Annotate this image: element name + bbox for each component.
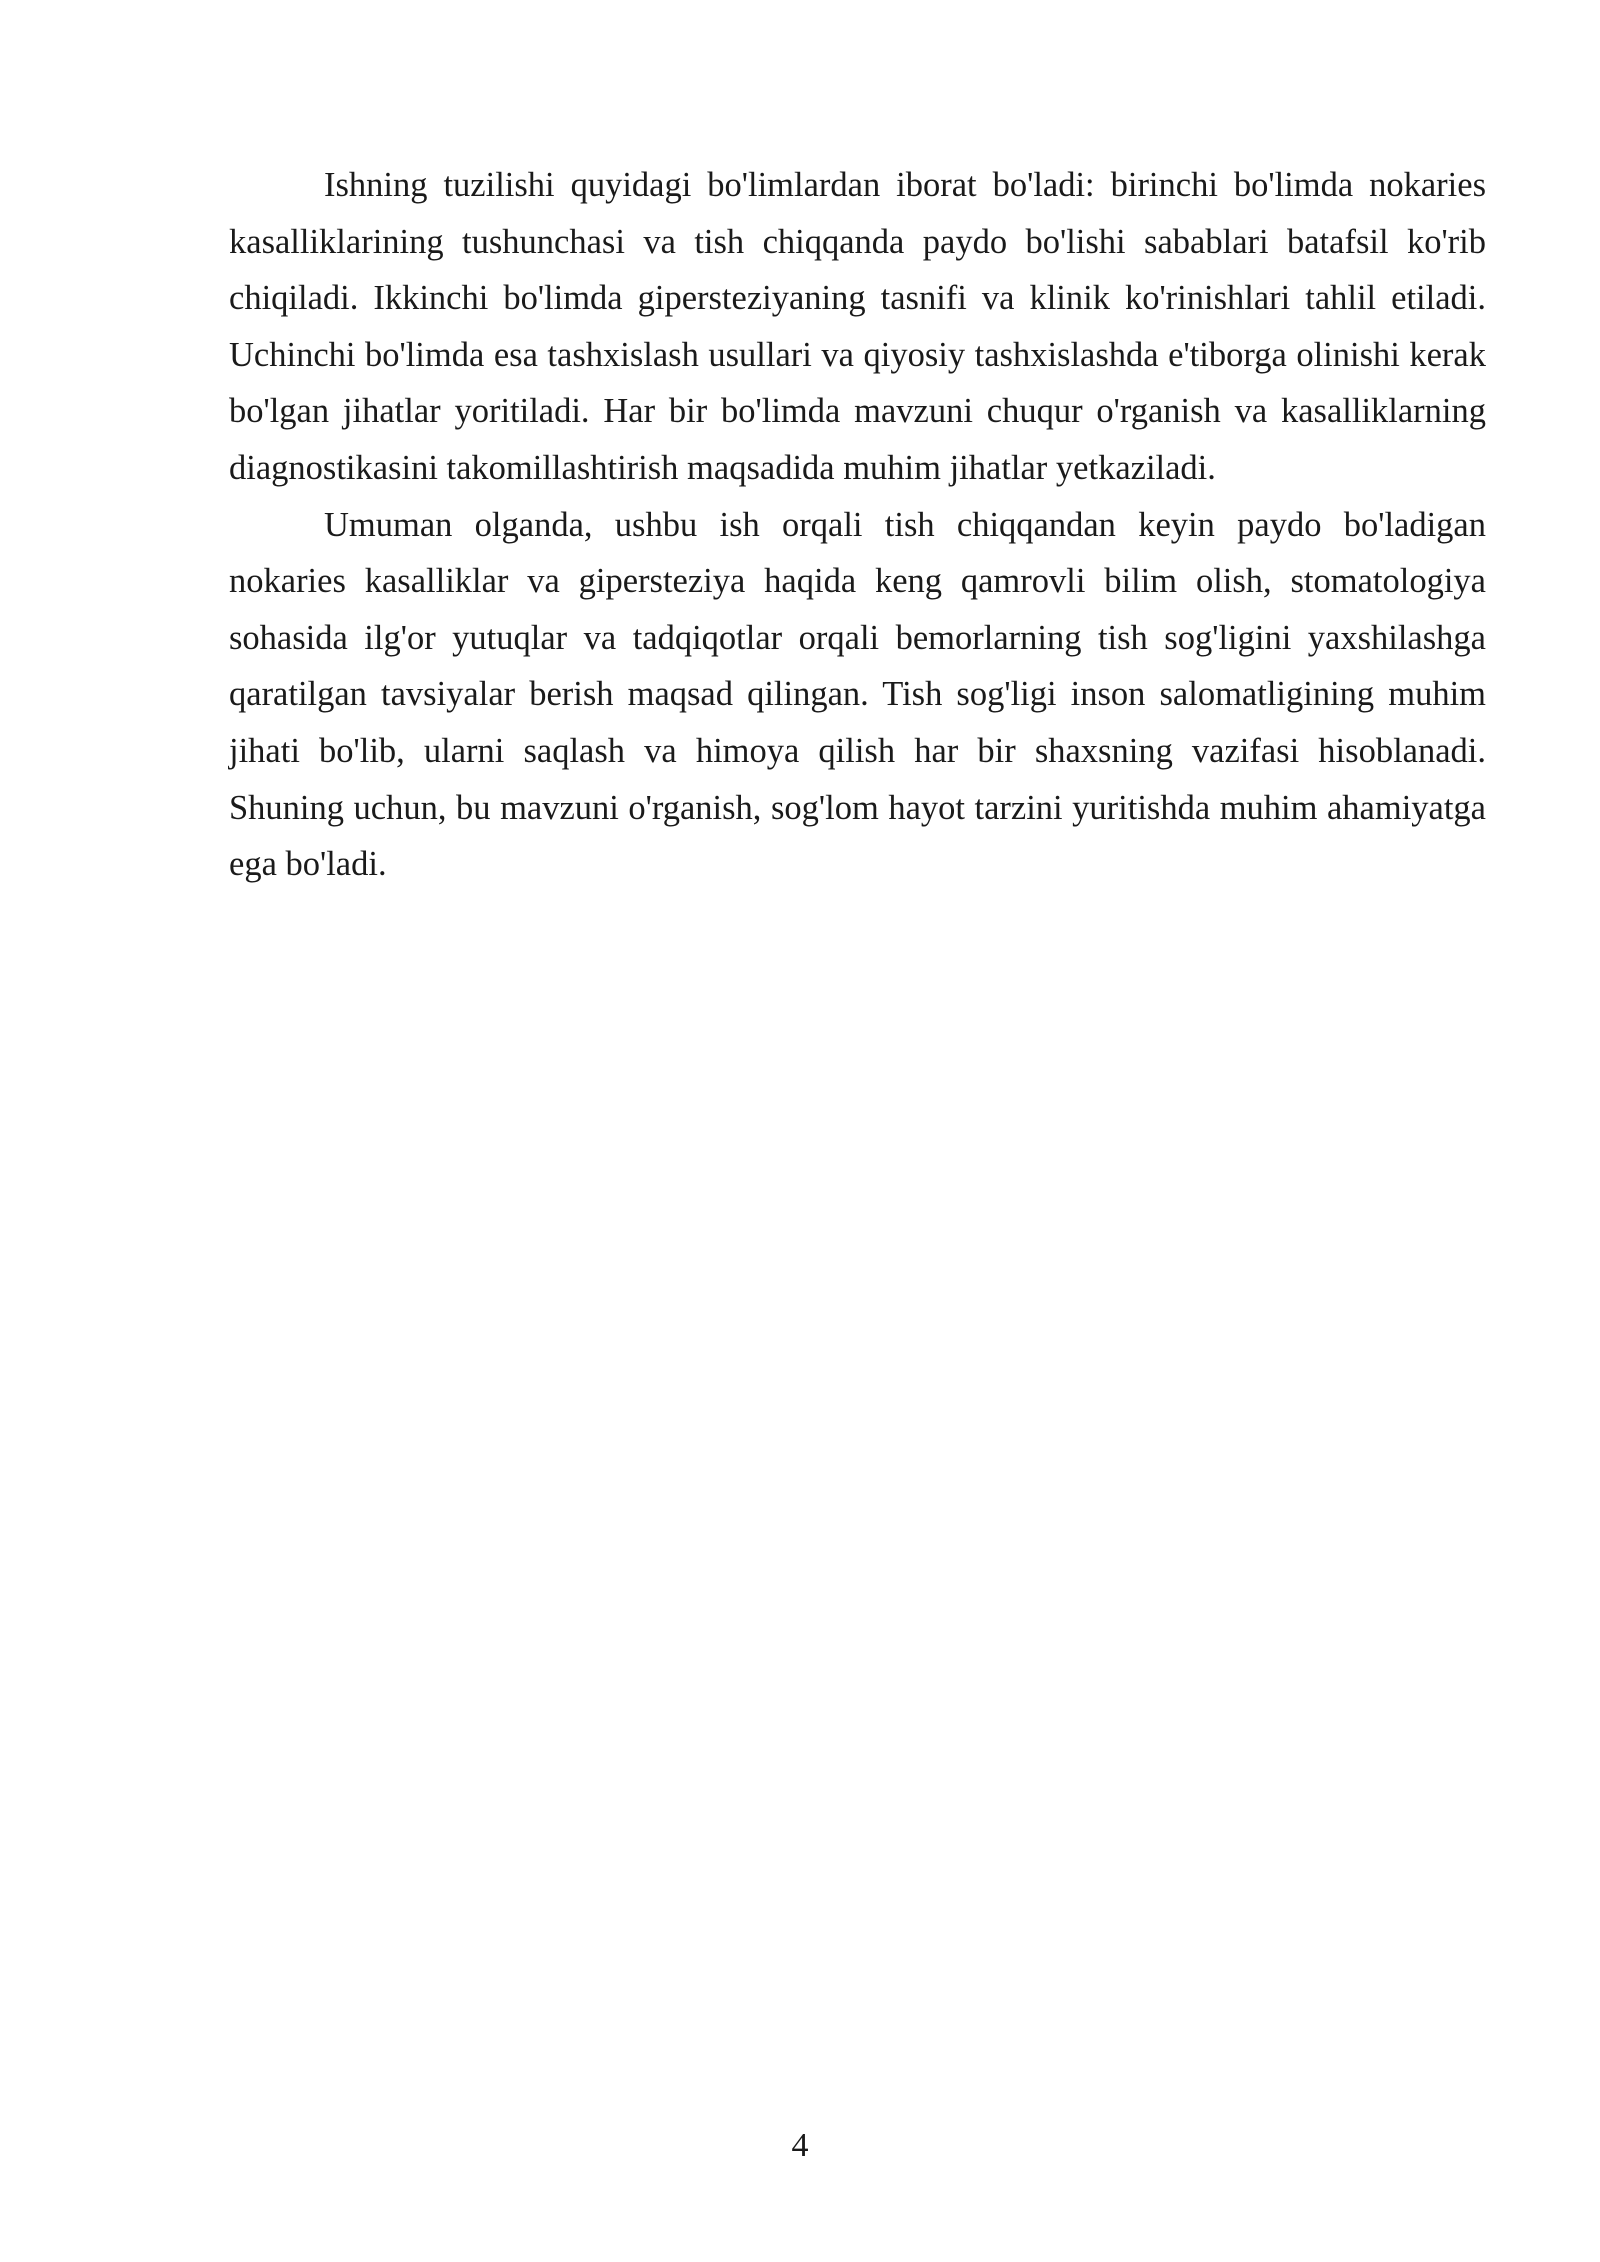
paragraph-structure: Ishning tuzilishi quyidagi bo'limlardan iborat bo'ladi: birinchi bo'limda nokaries kasalliklarining tushunchasi va tish chiqqanda paydo bo'lishi sabablari batafsil ko'rib chiqiladi. Ikkinchi bo'limda gipersteziyaning tasnifi va klinik ko'rinishlari tahlil etiladi. Uchinchi bo'limda esa tashxislash usullari va qiyosiy tashxislashda e'tiborga olinishi kerak bo'lgan jihatlar yoritiladi. Har bir bo'limda mavzuni chuqur o'rganish va kasalliklarning diagnostikasini takomillashtirish maqsadida muhim jihatlar yetkaziladi. xyxy=(229,166,1486,487)
page-number: 4 xyxy=(791,2127,809,2164)
document-body xyxy=(229,157,1486,893)
paragraph-summary: Umuman olganda, ushbu ish orqali tish chiqqandan keyin paydo bo'ladigan nokaries kasalliklar va gipersteziya haqida keng qamrovli bilim olish, stomatologiya sohasida ilg'or yutuqlar va tadqiqotlar orqali bemorlarning tish sog'ligini yaxshilashga qaratilgan tavsiyalar berish maqsad qilingan. Tish sog'ligi inson salomatligining muhim jihati bo'lib, ularni saqlash va himoya qilish har bir shaxsning vazifasi hisoblanadi. Shuning uchun, bu mavzuni o'rganish, sog'lom hayot tarzini yuritishda muhim ahamiyatga ega bo'ladi. xyxy=(229,505,1486,884)
